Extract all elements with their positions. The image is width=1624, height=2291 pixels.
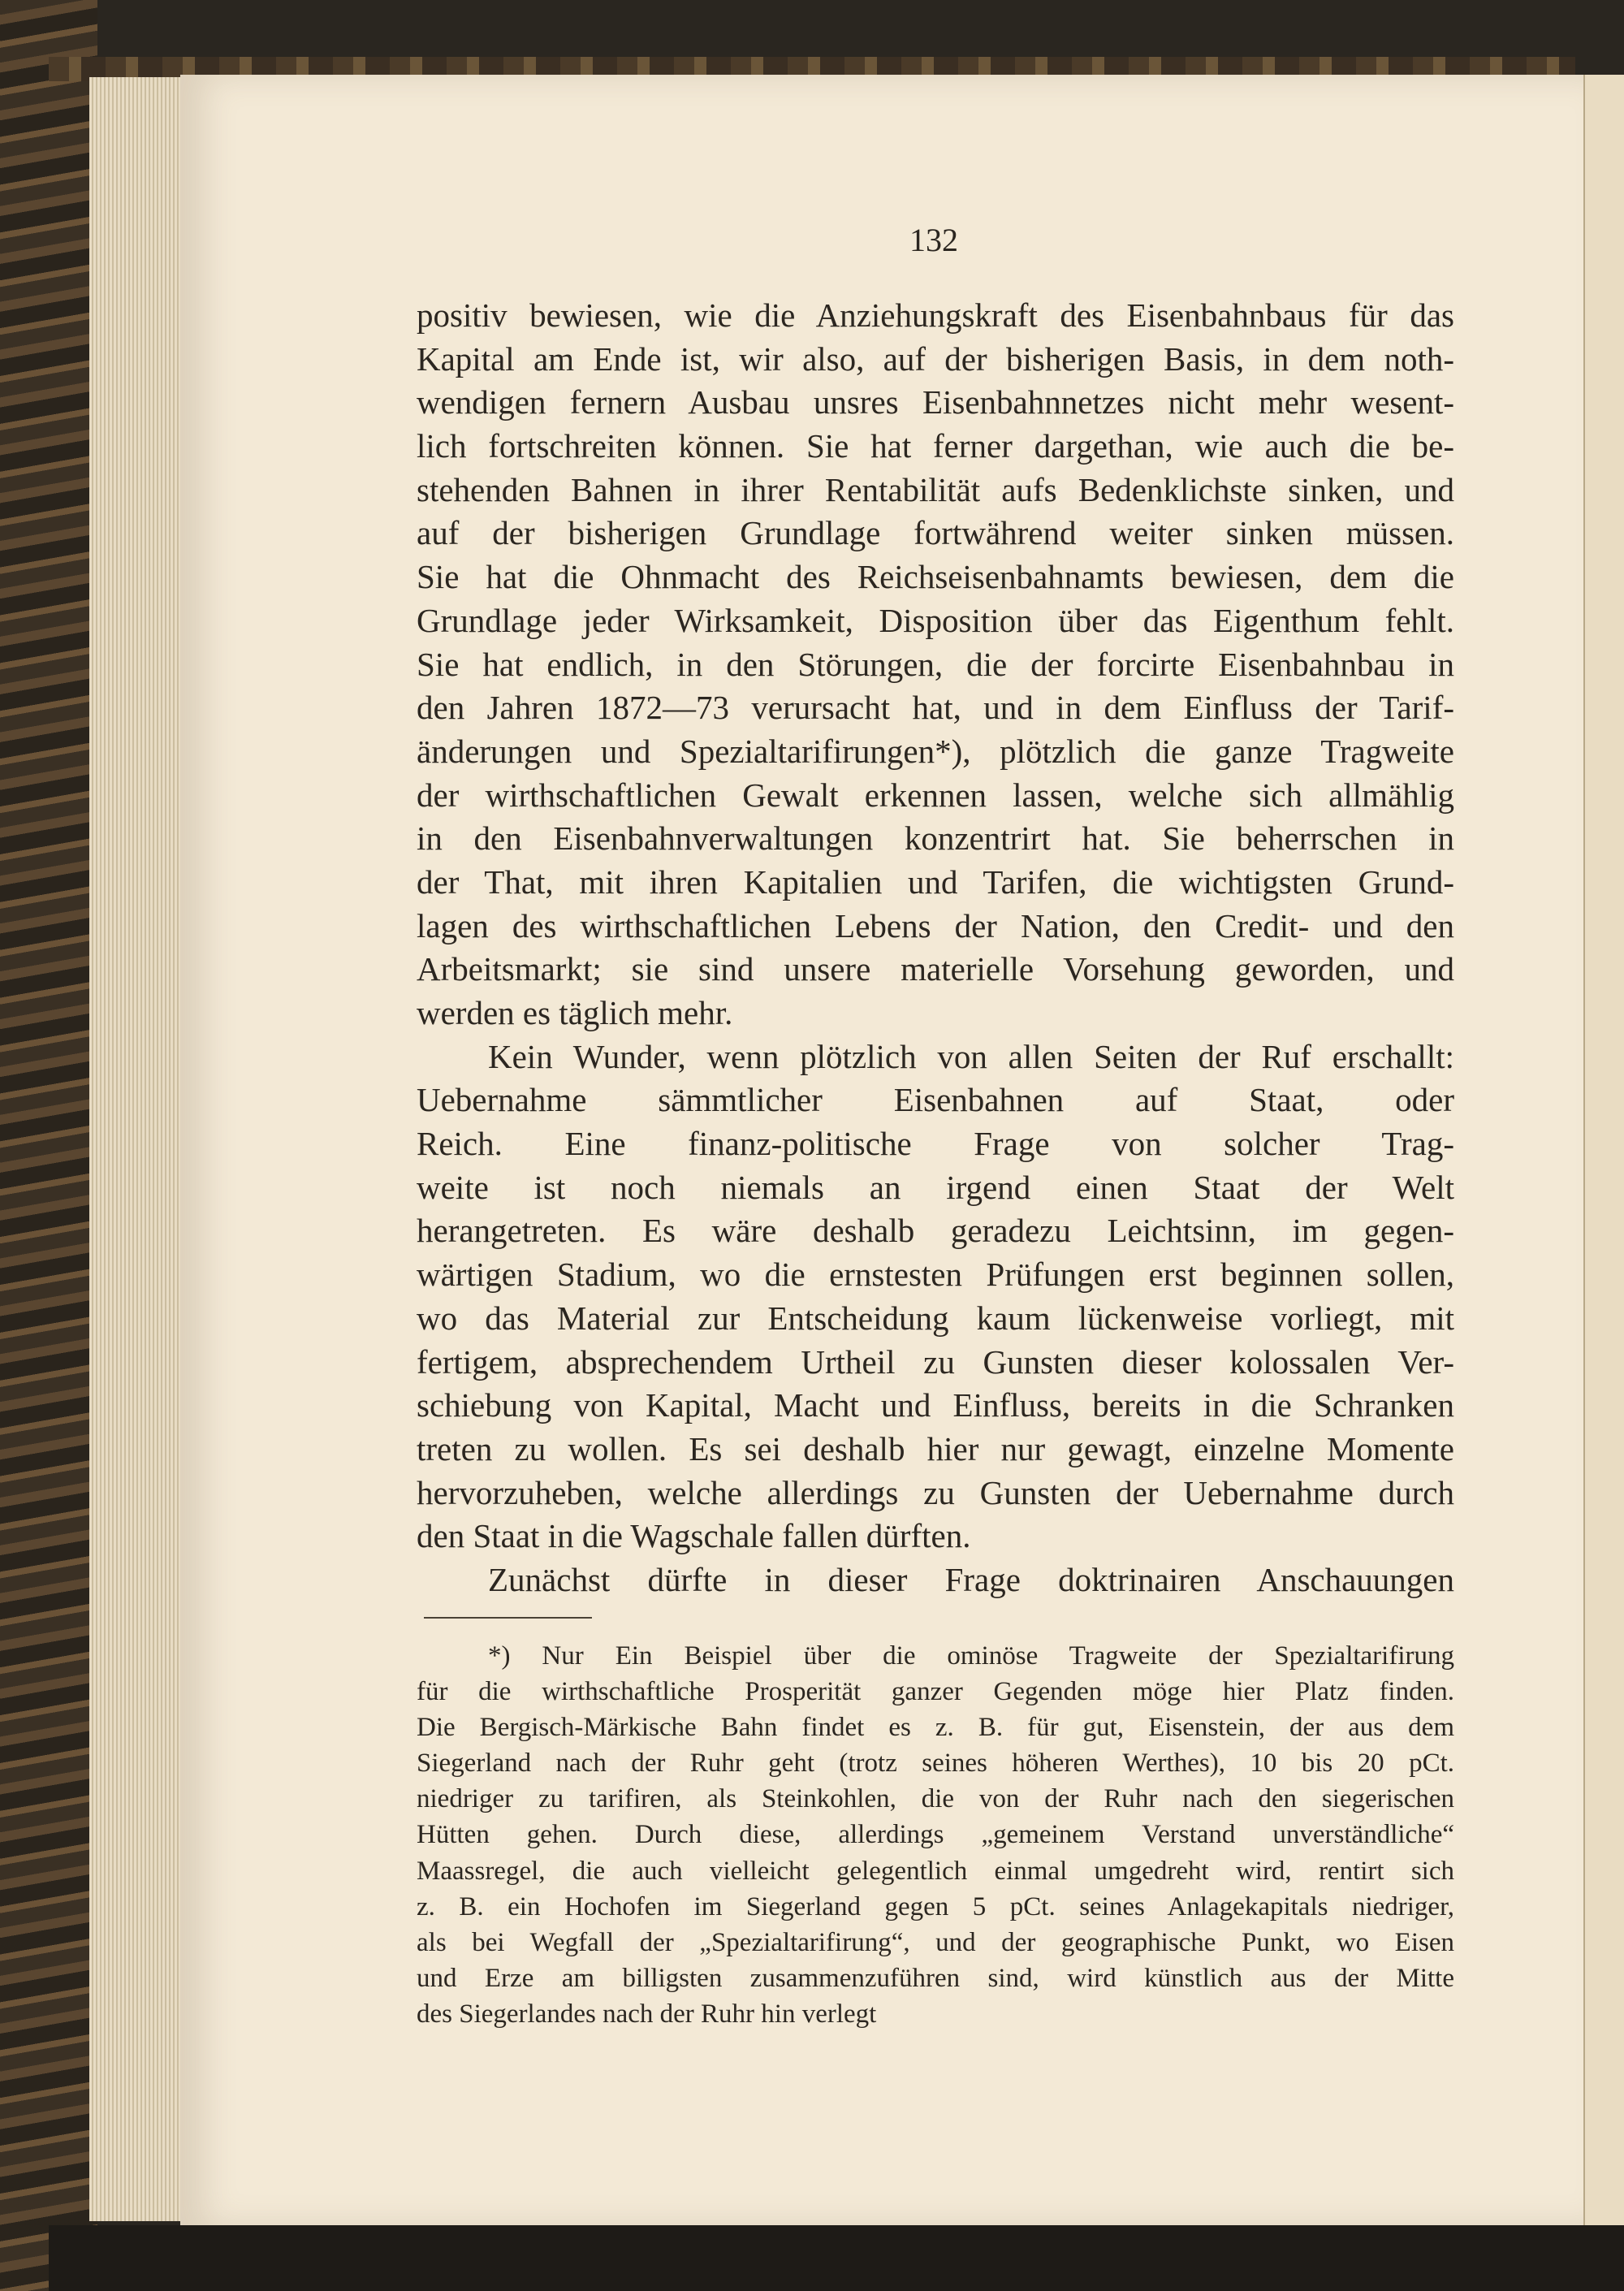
text-line: Arbeitsmarkt; sie sind unsere materielle Vorsehung geworden, und bbox=[417, 950, 1454, 988]
text-line: Zunächst dürfte in dieser Frage doktrinairen Anschauungen bbox=[488, 1560, 1454, 1598]
text-line: treten zu wollen. Es sei deshalb hier nur gewagt, einzelne Momente bbox=[417, 1429, 1454, 1468]
footnote-line: Siegerland nach der Ruhr geht (trotz seines höheren Werthes), 10 bis 20 pCt. bbox=[417, 1749, 1454, 1779]
text-line: schiebung von Kapital, Macht und Einfluss, bereits in die Schranken bbox=[417, 1386, 1454, 1424]
text-line: positiv bewiesen, wie die Anziehungskraft des Eisenbahnbaus für das bbox=[417, 296, 1454, 334]
text-line: den Jahren 1872—73 verursacht hat, und in dem Einfluss der Tarif- bbox=[417, 689, 1454, 727]
text-line: änderungen und Spezialtarifirungen*), plötzlich die ganze Tragweite bbox=[417, 732, 1454, 770]
footnote-line: als bei Wegfall der „Spezialtarifirung“, und der geographische Punkt, wo Eisen bbox=[417, 1927, 1454, 1957]
footnote-rule bbox=[424, 1617, 592, 1619]
text-line: Kein Wunder, wenn plötzlich von allen Seiten der Ruf erschallt: bbox=[488, 1037, 1454, 1075]
footnote-line: und Erze am billigsten zusammenzuführen sind, wird künstlich aus der Mitte bbox=[417, 1963, 1454, 1993]
footnote-line: *) Nur Ein Beispiel über die ominöse Tragweite der Spezialtarifirung bbox=[488, 1641, 1454, 1671]
text-line: Reich. Eine finanz-politische Frage von solcher Trag- bbox=[417, 1125, 1454, 1163]
facing-page-edge bbox=[1583, 75, 1624, 2227]
text-line: herangetreten. Es wäre deshalb geradezu Leichtsinn, im gegen- bbox=[417, 1212, 1454, 1250]
text-line: Kapital am Ende ist, wir also, auf der bisherigen Basis, in dem noth- bbox=[417, 339, 1454, 378]
text-line: weite ist noch niemals an irgend einen Staat der Welt bbox=[417, 1168, 1454, 1206]
main-text bbox=[417, 294, 1454, 1602]
page-stack-edges bbox=[89, 77, 183, 2221]
text-line: auf der bisherigen Grundlage fortwährend weiter sinken müssen. bbox=[417, 514, 1454, 552]
footnote-line: des Siegerlandes nach der Ruhr hin verlegt bbox=[417, 1999, 877, 2029]
text-line: lich fortschreiten können. Sie hat ferner dargethan, wie auch die be- bbox=[417, 427, 1454, 465]
footnote-line: für die wirthschaftliche Prosperität ganzer Gegenden möge hier Platz finden. bbox=[417, 1677, 1454, 1707]
text-line: der That, mit ihren Kapitalien und Tarifen, die wichtigsten Grund- bbox=[417, 862, 1454, 901]
text-line: lagen des wirthschaftlichen Lebens der Nation, den Credit- und den bbox=[417, 906, 1454, 944]
text-line: der wirthschaftlichen Gewalt erkennen lassen, welche sich allmählig bbox=[417, 776, 1454, 814]
footnote-line: niedriger zu tarifiren, als Steinkohlen, die von der Ruhr nach den siegerischen bbox=[417, 1784, 1454, 1814]
text-line: stehenden Bahnen in ihrer Rentabilität aufs Bedenklichste sinken, und bbox=[417, 470, 1454, 508]
footnote-line: z. B. ein Hochofen im Siegerland gegen 5 pCt. seines Anlagekapitals niedriger, bbox=[417, 1891, 1454, 1921]
text-line: fertigem, absprechendem Urtheil zu Gunsten dieser kolossalen Ver- bbox=[417, 1342, 1454, 1381]
footnote bbox=[417, 1638, 1454, 2032]
text-line: den Staat in die Wagschale fallen dürften. bbox=[417, 1517, 971, 1555]
footnote-line: Hütten gehen. Durch diese, allerdings „gemeinem Verstand unverständliche“ bbox=[417, 1820, 1454, 1850]
text-line: Grundlage jeder Wirksamkeit, Disposition über das Eigenthum fehlt. bbox=[417, 601, 1454, 639]
text-line: wo das Material zur Entscheidung kaum lückenweise vorliegt, mit bbox=[417, 1299, 1454, 1337]
text-line: hervorzuheben, welche allerdings zu Gunsten der Uebernahme durch bbox=[417, 1473, 1454, 1511]
text-line: wendigen fernern Ausbau unsres Eisenbahnnetzes nicht mehr wesent- bbox=[417, 383, 1454, 421]
page-number: 132 bbox=[909, 222, 958, 258]
text-line: in den Eisenbahnverwaltungen konzentrirt hat. Sie beherrschen in bbox=[417, 819, 1454, 858]
text-line: werden es täglich mehr. bbox=[417, 994, 733, 1031]
footnote-line: Maassregel, die auch vielleicht gelegentlich einmal umgedreht wird, rentirt sich bbox=[417, 1856, 1454, 1886]
background-bottom bbox=[49, 2225, 1624, 2291]
text-line: wärtigen Stadium, wo die ernstesten Prüfungen erst beginnen sollen, bbox=[417, 1256, 1454, 1294]
text-line: Sie hat die Ohnmacht des Reichseisenbahnamts bewiesen, dem die bbox=[417, 558, 1454, 596]
book-cover-edge bbox=[0, 0, 97, 2291]
text-line: Uebernahme sämmtlicher Eisenbahnen auf Staat, oder bbox=[417, 1081, 1454, 1119]
text-line: Sie hat endlich, in den Störungen, die der forcirte Eisenbahnbau in bbox=[417, 645, 1454, 683]
footnote-line: Die Bergisch-Märkische Bahn findet es z. B. für gut, Eisenstein, der aus dem bbox=[417, 1713, 1454, 1743]
